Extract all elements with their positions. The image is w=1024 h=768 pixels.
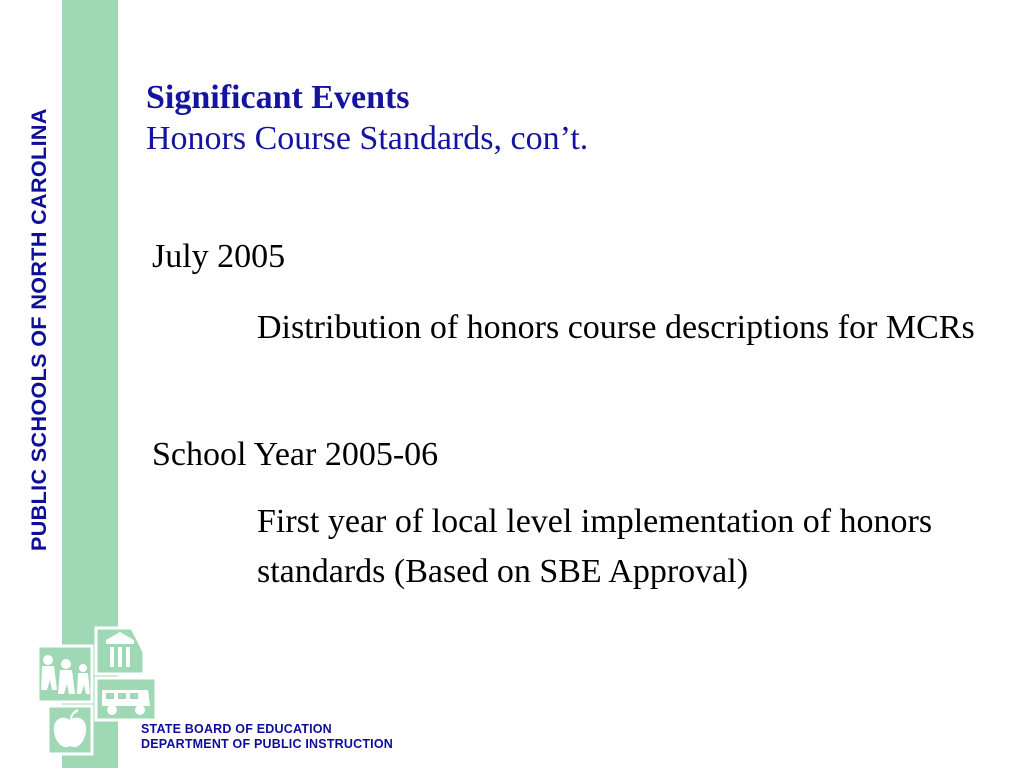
slide-title-block xyxy=(146,78,986,160)
entry-description-2: First year of local level implementation of honors standards (Based on SBE Approval) xyxy=(257,503,933,590)
vertical-org-label: PUBLIC SCHOOLS OF NORTH CAROLINA xyxy=(27,108,51,552)
footer-line-board: STATE BOARD OF EDUCATION xyxy=(141,722,332,736)
footer-line-department: DEPARTMENT OF PUBLIC INSTRUCTION xyxy=(141,737,393,751)
slide-title: Significant Events xyxy=(146,79,410,116)
entry-date-2: School Year 2005-06 xyxy=(152,436,439,473)
footer xyxy=(141,722,393,752)
slide-subtitle: Honors Course Standards, con’t. xyxy=(146,120,589,157)
entry-description-1: Distribution of honors course descriptions for MCRs xyxy=(257,309,975,346)
entry-date-1: July 2005 xyxy=(152,238,286,275)
